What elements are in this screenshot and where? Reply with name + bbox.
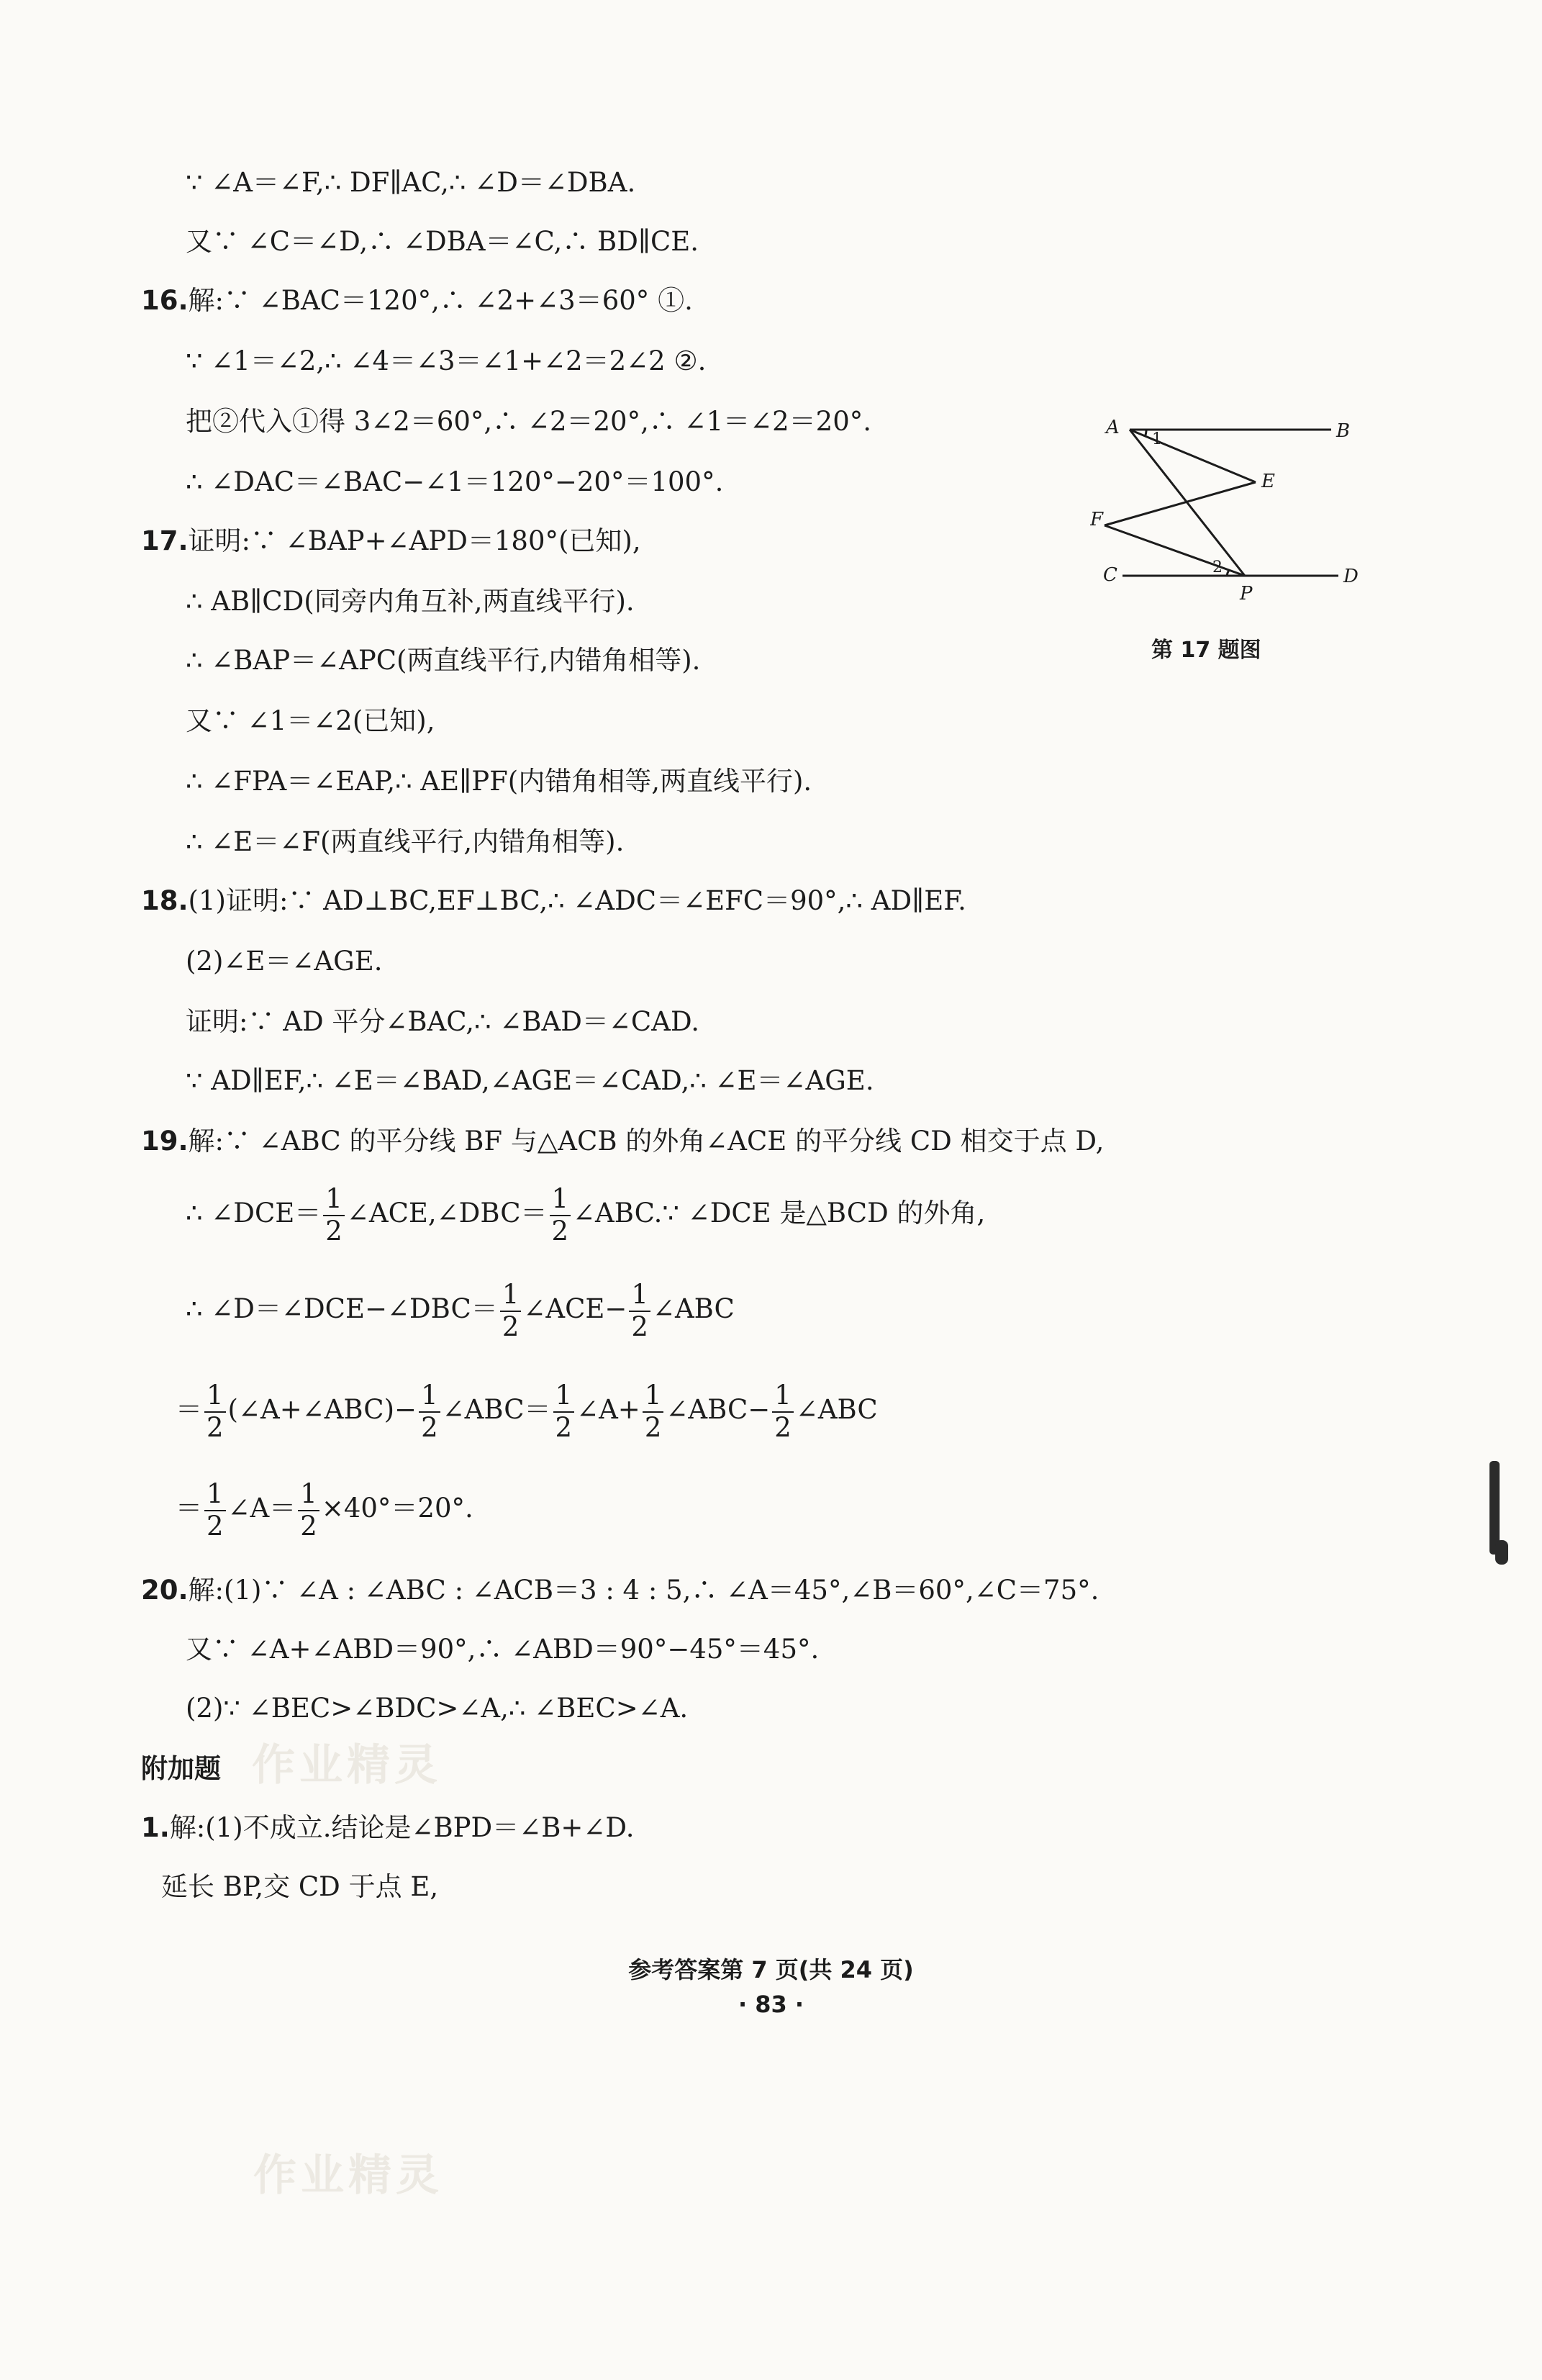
fraction [204,1380,226,1443]
text-line: 解:∵ ∠ABC 的平分线 BF 与△ACB 的外角∠ACE 的平分线 CD 相交于点 D, [188,1126,1105,1157]
numerator: 1 [204,1479,226,1511]
geometry-figure [1090,407,1364,623]
fraction [500,1280,522,1342]
segment-ef [1105,482,1256,525]
denominator: 2 [644,1411,662,1443]
watermark: 作业精灵 [253,2150,443,2201]
numerator: 1 [323,1184,345,1216]
text-line: ∴ ∠E＝∠F(两直线平行,内错角相等). [186,826,625,857]
numerator: 1 [298,1479,319,1511]
problem-number: 18. [141,885,189,916]
text-line: (2)∠E＝∠AGE. [186,946,383,977]
text-line: ∴ ∠DAC＝∠BAC−∠1＝120°−20°＝100°. [186,466,724,497]
text-line: 证明:∵ ∠BAP+∠APD＝180°(已知), [188,525,641,556]
numerator: 1 [500,1280,522,1312]
text-line: ∵ ∠A＝∠F,∴ DF∥AC,∴ ∠D＝∠DBA. [186,167,636,198]
label-e: E [1261,471,1275,492]
text-line: ∴ ∠FPA＝∠EAP,∴ AE∥PF(内错角相等,两直线平行). [186,766,812,797]
denominator: 2 [555,1411,573,1443]
numerator: 1 [629,1280,650,1312]
text-line: 证明:∵ AD 平分∠BAC,∴ ∠BAD＝∠CAD. [186,1006,700,1037]
fraction [643,1380,664,1443]
math-text: ∠ABC.∵ ∠DCE 是△BCD 的外角, [573,1198,986,1229]
numerator: 1 [204,1380,226,1413]
denominator: 2 [207,1510,224,1542]
fraction [298,1479,319,1542]
problem-number: 19. [141,1126,189,1157]
label-c: C [1103,564,1117,586]
math-line [176,1479,473,1542]
label-angle-1: 1 [1152,430,1162,448]
label-d: D [1343,566,1359,587]
math-text: ＝ [176,1394,202,1426]
text-line: (2)∵ ∠BEC>∠BDC>∠A,∴ ∠BEC>∠A. [186,1693,689,1724]
scan-mark [1495,1540,1508,1565]
math-text: ×40°＝20°. [321,1493,473,1524]
problem-19 [141,1126,1104,1157]
math-text: ∴ ∠DCE＝ [186,1198,322,1229]
text-line: (1)证明:∵ AD⊥BC,EF⊥BC,∴ ∠ADC＝∠EFC＝90°,∴ AD∥EF. [188,885,966,916]
denominator: 2 [631,1311,648,1342]
text-line: 又∵ ∠1＝∠2(已知), [186,705,435,736]
fraction [550,1184,571,1246]
text-line: 又∵ ∠C＝∠D,∴ ∠DBA＝∠C,∴ BD∥CE. [186,226,699,257]
text-line: 解:(1)不成立.结论是∠BPD＝∠B+∠D. [169,1812,635,1843]
figure-caption: 第 17 题图 [1151,638,1261,663]
problem-16 [141,285,693,317]
fraction [553,1380,575,1443]
problem-number: 20. [141,1575,189,1606]
label-f: F [1090,509,1104,530]
text-line: ∴ AB∥CD(同旁内角互补,两直线平行). [186,586,635,617]
text-line: 解:∵ ∠BAC＝120°,∴ ∠2+∠3＝60° ①. [188,285,693,316]
math-text: ∠ABC [652,1293,735,1325]
text-line: 延长 BP,交 CD 于点 E, [161,1871,439,1902]
text-line: ∴ ∠BAP＝∠APC(两直线平行,内错角相等). [186,645,701,676]
fraction [419,1380,440,1443]
text-line: ∵ AD∥EF,∴ ∠E＝∠BAD,∠AGE＝∠CAD,∴ ∠E＝∠AGE. [186,1065,874,1096]
section-heading: 附加题 [141,1753,221,1784]
math-text: (∠A+∠ABC)− [227,1394,417,1426]
numerator: 1 [419,1380,440,1413]
segment-ap [1130,430,1245,576]
problem-18 [141,885,966,917]
problem-17 [141,525,641,557]
math-text: ∠ABC＝ [442,1394,551,1426]
math-text: ∴ ∠D＝∠DCE−∠DBC＝ [186,1293,498,1325]
segment-ae [1130,430,1256,482]
text-line: ∵ ∠1＝∠2,∴ ∠4＝∠3＝∠1+∠2＝2∠2 ②. [186,345,707,376]
problem-number: 16. [141,285,189,316]
text-line: 把②代入①得 3∠2＝60°,∴ ∠2＝20°,∴ ∠1＝∠2＝20°. [186,406,872,437]
math-text: ∠ACE− [523,1293,627,1325]
label-p: P [1240,583,1253,605]
fraction [204,1479,226,1542]
numerator: 1 [550,1184,571,1216]
math-text: ＝ [176,1493,202,1524]
denominator: 2 [325,1215,343,1246]
fraction [323,1184,345,1246]
math-text: ∠A+ [576,1394,640,1426]
math-text: ∠ABC [795,1394,878,1426]
text-line: 解:(1)∵ ∠A : ∠ABC : ∠ACB＝3 : 4 : 5,∴ ∠A＝45°,∠B＝60°,∠C＝75°. [188,1575,1099,1606]
problem-20 [141,1575,1099,1606]
math-text: ∠A＝ [227,1493,296,1524]
extra-problem-1 [141,1812,635,1844]
numerator: 1 [643,1380,664,1413]
fraction [629,1280,650,1342]
math-line [186,1184,985,1246]
denominator: 2 [300,1510,317,1542]
page-number: · 83 · [738,1991,804,2018]
denominator: 2 [551,1215,569,1246]
numerator: 1 [553,1380,575,1413]
footer-page-info: 参考答案第 7 页(共 24 页) [628,1956,914,1983]
denominator: 2 [774,1411,792,1443]
problem-number: 17. [141,525,189,556]
denominator: 2 [207,1411,224,1443]
problem-number: 1. [141,1812,170,1843]
denominator: 2 [421,1411,438,1443]
math-line [186,1280,735,1342]
fraction [772,1380,794,1443]
math-text: ∠ABC− [666,1394,771,1426]
denominator: 2 [502,1311,520,1342]
math-text: ∠ACE,∠DBC＝ [346,1198,548,1229]
watermark: 作业精灵 [252,1740,442,1791]
label-b: B [1336,420,1351,442]
label-angle-2: 2 [1212,558,1223,576]
math-line [176,1380,878,1443]
label-a: A [1106,417,1120,438]
numerator: 1 [772,1380,794,1413]
text-line: 又∵ ∠A+∠ABD＝90°,∴ ∠ABD＝90°−45°＝45°. [186,1634,820,1665]
